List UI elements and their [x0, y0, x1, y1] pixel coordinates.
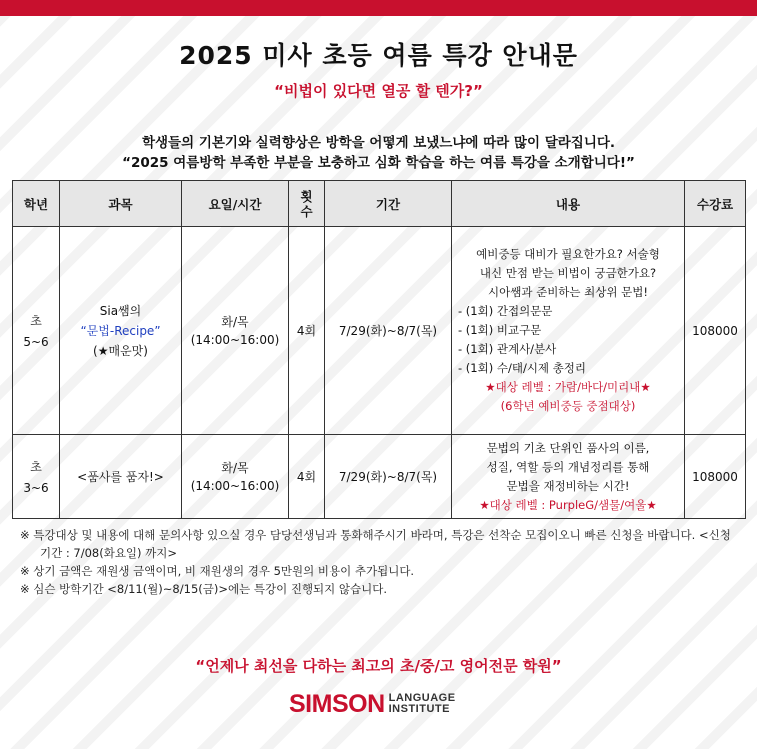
grade-top: 초: [30, 314, 42, 328]
course-table: [12, 180, 746, 519]
footer-slogan: “언제나 최선을 다하는 최고의 초/중/고 영어전문 학원”: [195, 657, 562, 675]
grade-top: 초: [30, 460, 42, 474]
table-row: [13, 227, 746, 435]
cell-fee: 108000: [685, 435, 746, 519]
note-item: ※ 상기 금액은 재원생 금액이며, 비 재원생의 경우 5만원의 비용이 추가됩니다.: [20, 564, 415, 578]
page-subtitle: “비법이 있다면 열공 할 텐가?”: [274, 82, 483, 100]
logo-sub-line-1: LANGUAGE: [388, 692, 456, 704]
schedule-time: (14:00~16:00): [190, 332, 280, 347]
header-content: 내용: [452, 181, 685, 227]
schedule-day: 화/목: [221, 314, 249, 329]
schedule-time: (14:00~16:00): [190, 478, 280, 493]
cell-schedule: [182, 227, 289, 435]
grade-bottom: 3~6: [23, 481, 49, 495]
content-line: 내신 만점 받는 비법이 궁금한가요?: [479, 266, 657, 280]
simson-logo: [289, 688, 456, 720]
grade-bottom: 5~6: [23, 335, 49, 349]
intro-line-2: “2025 여름방학 부족한 부분을 보충하고 심화 학습을 하는 여름 특강을 소개합니다!”: [122, 155, 635, 171]
header-count-label: 횟수: [300, 188, 313, 219]
content-line: 시아쌤과 준비하는 최상위 문법!: [488, 285, 648, 299]
intro-text: [0, 133, 757, 173]
cell-period: 7/29(화)~8/7(목): [325, 435, 452, 519]
content-list-item: - (1회) 관계사/분사: [458, 342, 557, 356]
cell-count: 4회: [289, 435, 325, 519]
cell-content: [452, 227, 685, 435]
content-line: 예비중등 대비가 필요한가요? 서술형: [476, 247, 660, 261]
cell-schedule: [182, 435, 289, 519]
note-item: ※ 특강대상 및 내용에 대해 문의사항 있으실 경우 담당선생님과 통화해주시기 바라며, 특강은 선착순 모집이오니 빠른 신청을 바랍니다. <신청기간 : 7/08(화요일) 까지>: [20, 528, 731, 560]
cell-grade: [13, 227, 60, 435]
header-subject: 과목: [60, 181, 182, 227]
subject-line: “문법-Recipe”: [80, 323, 161, 338]
intro-line-1: 학생들의 기본기와 실력향상은 방학을 어떻게 보냈느냐에 따라 많이 달라집니다.: [141, 135, 616, 151]
cell-subject: [60, 227, 182, 435]
content-list-item: - (1회) 비교구문: [458, 323, 542, 337]
cell-period: 7/29(화)~8/7(목): [325, 227, 452, 435]
cell-content: [452, 435, 685, 519]
header-fee: 수강료: [685, 181, 746, 227]
top-red-bar: [0, 0, 757, 16]
target-level: ★대상 레벨 : PurpleG/샘물/여울★: [479, 497, 657, 512]
content-line: 문법을 재정비하는 시간!: [506, 478, 630, 493]
content-list-item: - (1회) 수/태/시제 총정리: [458, 361, 587, 375]
table-header-row: [13, 181, 746, 227]
header-schedule: 요일/시간: [182, 181, 289, 227]
page-title: 2025 미사 초등 여름 특강 안내문: [179, 41, 578, 70]
note-item: ※ 심슨 방학기간 <8/11(월)~8/15(금)>에는 특강이 진행되지 않습니다.: [20, 582, 388, 596]
cell-grade: [13, 435, 60, 519]
logo-sub-line-2: INSTITUTE: [388, 703, 450, 715]
logo-sub-text: [389, 693, 456, 715]
content-line: 성질, 역할 등의 개념정리를 통해: [486, 459, 650, 474]
logo-main-text: SIMSON: [289, 689, 385, 718]
content-line: 문법의 기초 단위인 품사의 이름,: [486, 440, 650, 455]
table-row: [13, 435, 746, 519]
header-count: [289, 181, 325, 227]
cell-subject: <품사를 품자!>: [60, 435, 182, 519]
subject-line: Sia쌤의: [99, 303, 142, 318]
notes-section: [20, 526, 740, 598]
target-note: (6학년 예비중등 중점대상): [500, 399, 636, 413]
header-period: 기간: [325, 181, 452, 227]
target-level: ★대상 레벨 : 가람/바다/미리내★: [485, 380, 651, 394]
cell-fee: 108000: [685, 227, 746, 435]
cell-count: 4회: [289, 227, 325, 435]
schedule-day: 화/목: [221, 460, 249, 475]
subject-line: (★매운맛): [93, 343, 148, 358]
content-list-item: - (1회) 간접의문문: [458, 304, 553, 318]
header-grade: 학년: [13, 181, 60, 227]
